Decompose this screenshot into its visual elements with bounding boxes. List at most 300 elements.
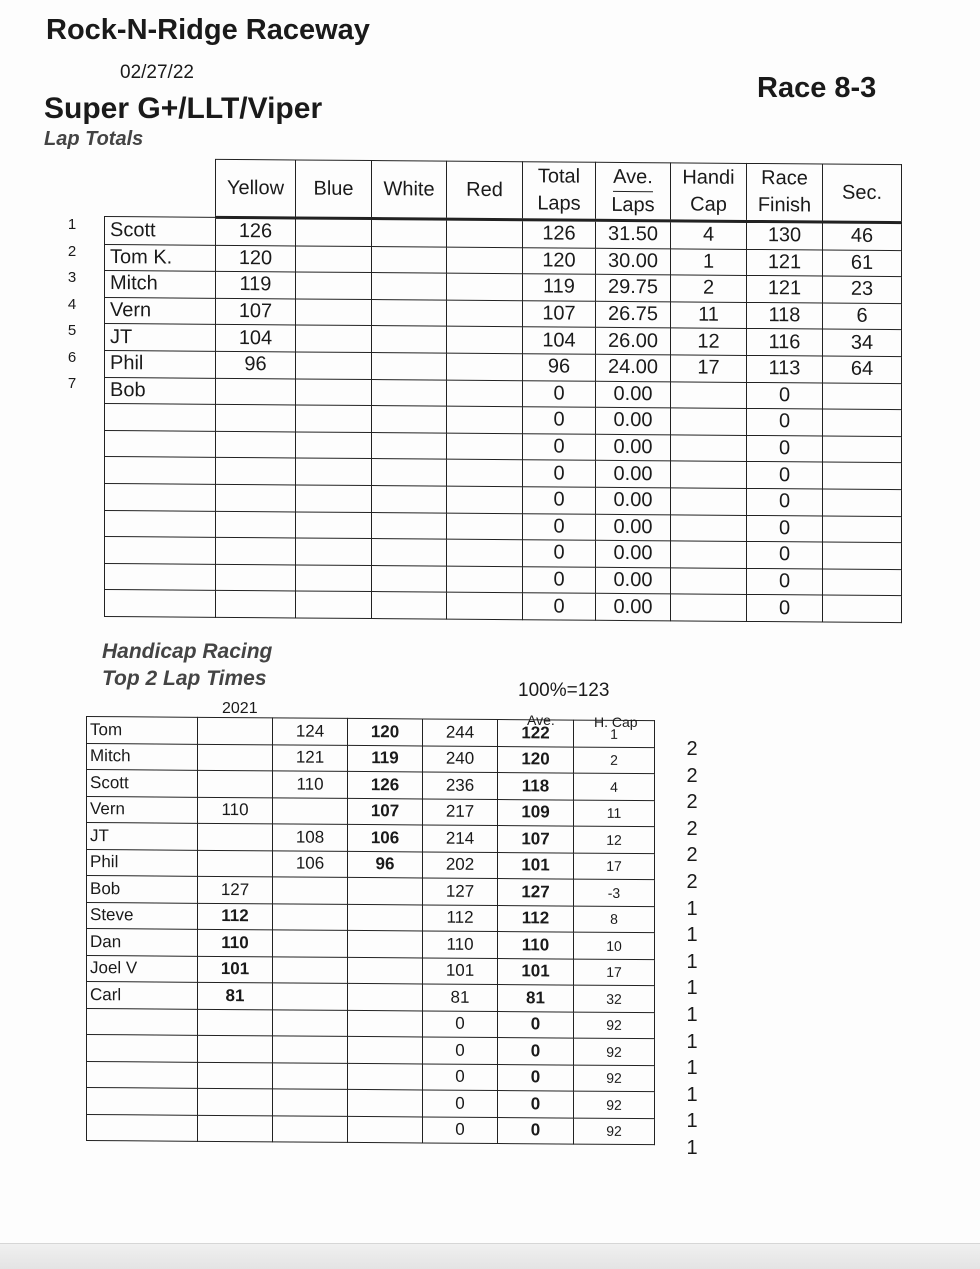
blue-laps-cell <box>296 485 372 512</box>
blue-laps-cell <box>296 325 372 352</box>
total-laps-cell: 0 <box>523 380 596 407</box>
yellow-laps-cell: 96 <box>216 351 296 378</box>
lap-time-2-cell: 96 <box>348 851 423 878</box>
handicap-cell: 4 <box>671 221 747 249</box>
seconds-cell: 61 <box>823 250 902 277</box>
ave-laps-cell: 26.00 <box>596 328 671 355</box>
lap-time-2-cell <box>348 957 423 984</box>
yellow-laps-cell <box>216 591 296 618</box>
header-handicap <box>671 163 747 222</box>
handicap-cell <box>671 541 747 568</box>
lap-time-1-cell: 108 <box>273 824 348 851</box>
blue-laps-cell <box>296 246 372 273</box>
two-lap-total-cell: 202 <box>423 851 498 878</box>
table-row <box>87 902 655 933</box>
race-finish-cell: 0 <box>747 542 823 569</box>
handicap-cell: 8 <box>574 906 655 933</box>
red-laps-cell <box>447 353 523 380</box>
ave-laps-cell: 0.00 <box>596 381 671 408</box>
driver-name-cell: Scott <box>105 217 216 245</box>
total-laps-cell: 0 <box>523 407 596 434</box>
handicap-cell: 2 <box>671 275 747 302</box>
driver-name-cell <box>105 430 216 457</box>
red-laps-cell <box>447 300 523 327</box>
white-laps-cell <box>372 592 447 619</box>
average-cell: 109 <box>498 799 574 826</box>
seconds-cell <box>823 436 902 463</box>
average-cell: 0 <box>498 1038 574 1065</box>
handicap-cell: 4 <box>574 773 655 800</box>
driver-name-cell <box>105 510 216 537</box>
header-race-line1: Race <box>761 167 808 190</box>
yellow-laps-cell <box>216 564 296 591</box>
heat-count: 1 <box>686 1110 698 1133</box>
header-red-label: Red <box>466 178 503 201</box>
race-finish-cell: 0 <box>747 488 823 515</box>
best-2021-cell <box>198 1062 273 1089</box>
best-2021-cell: 127 <box>198 876 273 903</box>
best-2021-cell <box>198 823 273 850</box>
lap-time-2-cell <box>348 1116 423 1143</box>
driver-name-cell: Carl <box>87 982 198 1009</box>
header-blue-label: Blue <box>313 177 354 200</box>
lap-time-1-cell: 121 <box>273 744 348 771</box>
average-cell: 0 <box>498 1011 574 1038</box>
driver-name-cell: Scott <box>87 770 198 797</box>
seconds-cell <box>823 516 902 543</box>
lap-time-1-cell <box>273 1115 348 1142</box>
lap-time-1-cell <box>273 930 348 957</box>
driver-name-cell: Vern <box>87 796 198 823</box>
blue-laps-cell <box>296 379 372 406</box>
red-laps-cell <box>447 219 523 247</box>
handicap-cell: 11 <box>671 302 747 329</box>
white-laps-cell <box>372 273 447 300</box>
driver-name-cell: Dan <box>87 929 198 956</box>
driver-name-cell: Bob <box>87 876 198 903</box>
two-lap-total-cell: 0 <box>423 1063 498 1090</box>
average-cell: 118 <box>498 773 574 800</box>
seconds-cell <box>823 409 902 436</box>
race-finish-cell: 121 <box>747 276 823 303</box>
average-cell: 101 <box>498 958 574 985</box>
red-laps-cell <box>447 539 523 566</box>
lap-table-header <box>105 159 902 223</box>
header-sec-label: Sec. <box>841 181 883 204</box>
yellow-laps-cell <box>216 405 296 432</box>
two-lap-total-cell: 0 <box>423 1090 498 1117</box>
header-handi-line1: Handi <box>682 166 735 189</box>
seconds-cell: 34 <box>823 329 902 356</box>
header-ave-line1: Ave. <box>613 163 653 191</box>
blue-laps-cell <box>296 538 372 565</box>
heat-count: 1 <box>686 897 698 920</box>
best-2021-cell <box>198 1088 273 1115</box>
handicap-cell: 2 <box>574 747 655 774</box>
two-lap-total-cell: 214 <box>423 825 498 852</box>
race-date: 02/27/22 <box>120 62 194 83</box>
driver-name-cell <box>105 483 216 510</box>
average-cell: 122 <box>498 720 574 747</box>
average-cell: 101 <box>498 852 574 879</box>
red-laps-cell <box>447 406 523 433</box>
lap-time-2-cell <box>348 1089 423 1116</box>
seconds-cell: 6 <box>823 303 902 330</box>
heat-count: 2 <box>686 844 698 867</box>
red-laps-cell <box>447 459 523 486</box>
two-lap-total-cell: 112 <box>423 904 498 931</box>
header-total-line1: Total <box>537 165 581 188</box>
red-laps-cell <box>447 513 523 540</box>
table-row <box>87 823 655 854</box>
header-sec <box>823 164 902 223</box>
driver-name-cell: Bob <box>105 377 216 404</box>
driver-name-cell: JT <box>87 823 198 850</box>
lap-table-body <box>105 217 902 623</box>
total-laps-cell: 0 <box>523 513 596 540</box>
total-laps-cell: 0 <box>523 593 596 620</box>
heat-count: 1 <box>686 950 698 973</box>
ave-laps-cell: 0.00 <box>596 594 671 621</box>
header-ave-laps <box>596 162 671 221</box>
seconds-cell <box>823 595 902 622</box>
lap-time-2-cell: 107 <box>348 798 423 825</box>
handicap-cell: 92 <box>574 1065 655 1092</box>
two-lap-total-cell: 0 <box>423 1037 498 1064</box>
handicap-cell: 92 <box>574 1118 655 1145</box>
yellow-laps-cell <box>216 458 296 485</box>
average-cell: 110 <box>498 932 574 959</box>
total-laps-cell: 0 <box>523 540 596 567</box>
lap-time-2-cell: 106 <box>348 824 423 851</box>
seconds-cell <box>823 569 902 596</box>
heat-count: 1 <box>686 1057 698 1080</box>
race-finish-cell: 0 <box>747 435 823 462</box>
lap-time-2-cell <box>348 1036 423 1063</box>
ave-laps-cell: 0.00 <box>596 540 671 567</box>
yellow-laps-cell: 126 <box>216 217 296 245</box>
ave-laps-cell: 0.00 <box>596 567 671 594</box>
yellow-laps-cell <box>216 537 296 564</box>
lap-time-1-cell <box>273 797 348 824</box>
seconds-cell <box>823 383 902 410</box>
white-laps-cell <box>372 353 447 380</box>
average-cell: 107 <box>498 826 574 853</box>
driver-name-cell <box>105 590 216 617</box>
average-cell: 0 <box>498 1064 574 1091</box>
driver-name-cell: Joel V <box>87 955 198 982</box>
table-row <box>105 590 902 623</box>
table-row <box>87 955 655 986</box>
race-finish-cell: 0 <box>747 382 823 409</box>
yellow-laps-cell <box>216 431 296 458</box>
two-lap-total-cell: 240 <box>423 745 498 772</box>
race-finish-cell: 113 <box>747 355 823 382</box>
total-laps-cell: 126 <box>523 220 596 248</box>
blue-laps-cell <box>296 458 372 485</box>
white-laps-cell <box>372 565 447 592</box>
handicap-cell: 92 <box>574 1091 655 1118</box>
lap-time-2-cell <box>348 877 423 904</box>
row-number: 6 <box>67 348 77 366</box>
handicap-title: Handicap Racing <box>102 640 273 663</box>
best-2021-cell <box>198 770 273 797</box>
blue-laps-cell <box>296 591 372 618</box>
ave-laps-cell: 0.00 <box>596 514 671 541</box>
handicap-table <box>86 716 655 1145</box>
handicap-cell <box>671 568 747 595</box>
table-row <box>87 1088 655 1119</box>
race-finish-cell: 0 <box>747 568 823 595</box>
row-number: 7 <box>67 375 77 392</box>
ave-laps-cell: 30.00 <box>596 248 671 275</box>
handicap-cell: 1 <box>671 248 747 275</box>
handicap-cell: 17 <box>574 959 655 986</box>
driver-name-cell: Tom K. <box>105 244 216 271</box>
best-2021-cell <box>198 717 273 744</box>
best-2021-cell: 112 <box>198 903 273 930</box>
ave-laps-cell: 0.00 <box>596 407 671 434</box>
blue-laps-cell <box>296 512 372 539</box>
two-lap-total-cell: 236 <box>423 772 498 799</box>
white-laps-cell <box>372 379 447 406</box>
heat-count: 2 <box>686 817 698 840</box>
lap-totals-label: Lap Totals <box>44 128 144 150</box>
row-number: 3 <box>67 269 77 286</box>
driver-name-cell <box>87 1035 198 1062</box>
white-laps-cell <box>372 512 447 539</box>
red-laps-cell <box>447 273 523 300</box>
handicap-cell <box>671 461 747 488</box>
lap-totals-table <box>104 158 902 623</box>
handicap-cell: 12 <box>574 826 655 853</box>
header-yellow <box>216 159 296 218</box>
white-laps-cell <box>372 539 447 566</box>
driver-name-cell <box>87 1061 198 1088</box>
race-finish-cell: 118 <box>747 302 823 329</box>
handicap-cell: -3 <box>574 879 655 906</box>
race-finish-cell: 0 <box>747 515 823 542</box>
average-cell: 112 <box>498 905 574 932</box>
ave-label: Ave. <box>527 712 555 728</box>
driver-name-cell: Mitch <box>105 271 216 298</box>
driver-name-cell: Tom <box>87 717 198 744</box>
driver-name-cell <box>87 1008 198 1035</box>
red-laps-cell <box>447 566 523 593</box>
seconds-cell: 23 <box>823 276 902 303</box>
heat-count: 2 <box>686 791 698 814</box>
ave-laps-cell: 0.00 <box>596 487 671 514</box>
total-laps-cell: 104 <box>523 327 596 354</box>
header-blank-cell <box>105 159 216 218</box>
race-class: Super G+/LLT/Viper <box>44 92 323 125</box>
yellow-laps-cell <box>216 484 296 511</box>
average-cell: 127 <box>498 879 574 906</box>
lap-time-2-cell: 126 <box>348 771 423 798</box>
blue-laps-cell <box>296 432 372 459</box>
total-laps-cell: 0 <box>523 487 596 514</box>
average-cell: 0 <box>498 1117 574 1144</box>
lap-time-1-cell <box>273 956 348 983</box>
header-race-finish <box>747 163 823 222</box>
heat-count: 1 <box>686 977 698 1000</box>
white-laps-cell <box>372 219 447 247</box>
heat-count: 1 <box>686 1003 698 1026</box>
driver-name-cell <box>105 404 216 431</box>
lap-time-2-cell: 119 <box>348 745 423 772</box>
table-row <box>87 982 655 1013</box>
table-row <box>87 1035 655 1066</box>
two-lap-total-cell: 217 <box>423 798 498 825</box>
yellow-laps-cell: 120 <box>216 245 296 272</box>
lap-time-1-cell: 124 <box>273 718 348 745</box>
best-2021-cell: 110 <box>198 929 273 956</box>
lap-time-1-cell <box>273 1089 348 1116</box>
best-2021-cell <box>198 1035 273 1062</box>
lap-time-1-cell <box>273 983 348 1010</box>
total-laps-cell: 0 <box>523 460 596 487</box>
lap-time-2-cell <box>348 983 423 1010</box>
handicap-cell: 92 <box>574 1038 655 1065</box>
handicap-cell: 11 <box>574 800 655 827</box>
red-laps-cell <box>447 380 523 407</box>
ave-laps-cell: 26.75 <box>596 301 671 328</box>
two-lap-total-cell: 0 <box>423 1116 498 1143</box>
row-numbers <box>62 212 82 398</box>
heat-count: 1 <box>686 924 698 947</box>
header-blue <box>296 160 372 219</box>
yellow-laps-cell <box>216 378 296 405</box>
hcap-label: H. Cap <box>594 714 638 730</box>
best-2021-cell: 110 <box>198 797 273 824</box>
heat-count: 2 <box>686 764 698 787</box>
total-laps-cell: 0 <box>523 433 596 460</box>
handicap-cell: 17 <box>671 355 747 382</box>
heat-count-column <box>682 736 702 1162</box>
lap-time-1-cell <box>273 1009 348 1036</box>
seconds-cell: 46 <box>823 222 902 250</box>
best-2021-cell <box>198 744 273 771</box>
driver-name-cell: Phil <box>105 350 216 377</box>
blue-laps-cell <box>296 218 372 246</box>
ave-laps-cell: 24.00 <box>596 354 671 381</box>
handicap-cell: 92 <box>574 1012 655 1039</box>
white-laps-cell <box>372 326 447 353</box>
two-lap-total-cell: 244 <box>423 719 498 746</box>
blue-laps-cell <box>296 405 372 432</box>
race-finish-cell: 116 <box>747 329 823 356</box>
race-number: Race 8-3 <box>757 72 877 104</box>
race-finish-cell: 0 <box>747 595 823 622</box>
best-2021-cell: 101 <box>198 956 273 983</box>
yellow-laps-cell: 107 <box>216 298 296 325</box>
table-row <box>87 770 655 801</box>
year-label: 2021 <box>222 700 258 717</box>
white-laps-cell <box>372 406 447 433</box>
driver-name-cell <box>105 537 216 564</box>
yellow-laps-cell <box>216 511 296 538</box>
lap-time-1-cell: 106 <box>273 850 348 877</box>
ave-laps-cell: 29.75 <box>596 274 671 301</box>
white-laps-cell <box>372 246 447 273</box>
row-number: 4 <box>67 295 77 313</box>
handicap-table-body <box>87 717 655 1145</box>
race-finish-cell: 0 <box>747 409 823 436</box>
table-row <box>87 796 655 827</box>
blue-laps-cell <box>296 272 372 299</box>
red-laps-cell <box>447 433 523 460</box>
total-laps-cell: 120 <box>523 247 596 274</box>
white-laps-cell <box>372 432 447 459</box>
total-laps-cell: 107 <box>523 300 596 327</box>
heat-count: 2 <box>686 738 698 760</box>
table-row <box>87 1061 655 1092</box>
table-row <box>87 717 655 748</box>
driver-name-cell: JT <box>105 324 216 351</box>
heat-count: 1 <box>686 1083 698 1106</box>
driver-name-cell: Vern <box>105 297 216 324</box>
average-cell: 81 <box>498 985 574 1012</box>
two-lap-total-cell: 0 <box>423 1010 498 1037</box>
race-finish-cell: 130 <box>747 221 823 249</box>
header-total-laps <box>523 162 596 221</box>
ave-laps-cell: 31.50 <box>596 220 671 248</box>
handicap-cell <box>671 514 747 541</box>
table-row <box>87 1114 655 1145</box>
red-laps-cell <box>447 592 523 619</box>
blue-laps-cell <box>296 352 372 379</box>
lap-time-1-cell: 110 <box>273 771 348 798</box>
lap-time-2-cell <box>348 1063 423 1090</box>
handicap-cell <box>671 381 747 408</box>
handicap-cell: 12 <box>671 328 747 355</box>
header-yellow-label: Yellow <box>226 176 285 199</box>
best-2021-cell <box>198 1009 273 1036</box>
lap-time-2-cell <box>348 1010 423 1037</box>
white-laps-cell <box>372 485 447 512</box>
percent-note: 100%=123 <box>518 680 610 701</box>
yellow-laps-cell: 119 <box>216 272 296 299</box>
seconds-cell <box>823 489 902 516</box>
header-red <box>447 161 523 220</box>
yellow-laps-cell: 104 <box>216 325 296 352</box>
lap-time-1-cell <box>273 877 348 904</box>
ave-laps-cell: 0.00 <box>596 461 671 488</box>
white-laps-cell <box>372 459 447 486</box>
two-lap-total-cell: 127 <box>423 878 498 905</box>
header-race-line2: Finish <box>757 194 812 217</box>
table-row <box>87 929 655 960</box>
white-laps-cell <box>372 299 447 326</box>
seconds-cell: 64 <box>823 356 902 383</box>
driver-name-cell <box>105 457 216 484</box>
seconds-cell <box>823 462 902 489</box>
driver-name-cell: Phil <box>87 849 198 876</box>
average-cell: 0 <box>498 1091 574 1118</box>
lap-time-2-cell: 120 <box>348 718 423 745</box>
header-ave-line2: Laps <box>611 193 655 216</box>
handicap-cell: 32 <box>574 985 655 1012</box>
handicap-cell: 10 <box>574 932 655 959</box>
race-finish-cell: 121 <box>747 249 823 276</box>
header-white <box>372 161 447 220</box>
driver-name-cell <box>105 563 216 590</box>
two-lap-total-cell: 81 <box>423 984 498 1011</box>
heat-count: 1 <box>686 1030 698 1053</box>
table-row <box>87 876 655 907</box>
lap-time-2-cell <box>348 904 423 931</box>
total-laps-cell: 96 <box>523 354 596 381</box>
